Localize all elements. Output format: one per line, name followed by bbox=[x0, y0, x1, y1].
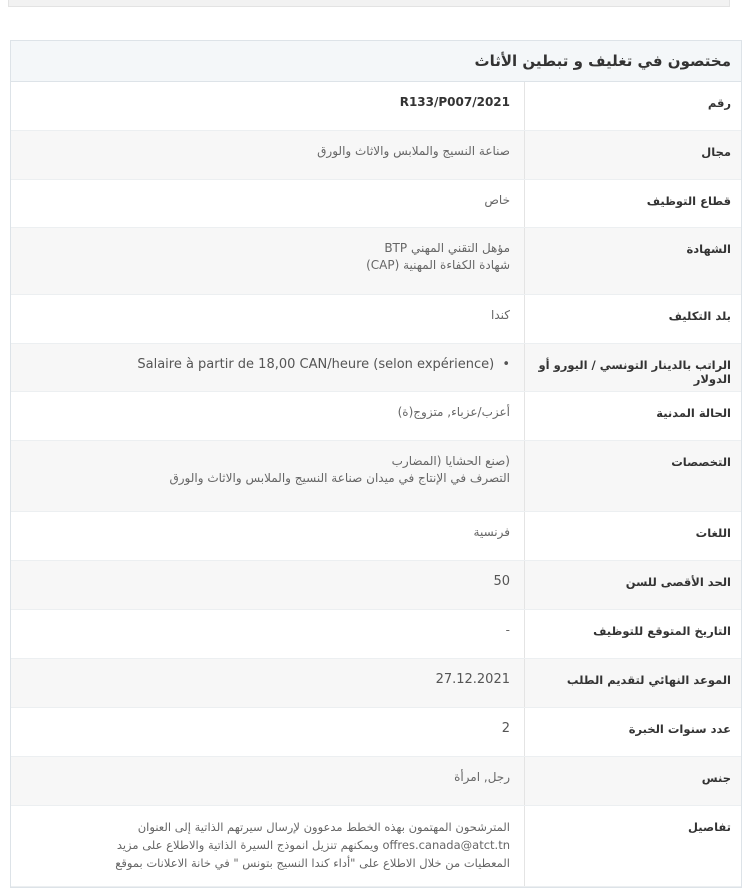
specialty-line-2: التصرف في الإنتاج في ميدان صناعة النسيج والملابس والاثاث والورق bbox=[169, 471, 510, 485]
row-sector bbox=[11, 180, 741, 228]
row-country bbox=[11, 295, 741, 344]
row-field bbox=[11, 131, 741, 180]
row-languages bbox=[11, 512, 741, 561]
degree-line-2: شهادة الكفاءة المهنية (CAP) bbox=[366, 258, 510, 272]
experience-label: عدد سنوات الخبرة bbox=[524, 708, 741, 756]
job-offer-card bbox=[10, 40, 742, 888]
reference-label: رقم bbox=[524, 82, 741, 130]
max-age-value: 50 bbox=[493, 574, 510, 589]
details-line-1: المترشحون المهتمون بهذه الخطط مدعوون لإرسال سيرتهم الذاتية إلى العنوان bbox=[137, 820, 510, 834]
details-line-2: offres.canada@atct.tn ويمكنهم تنزيل انموذج السيرة الذاتية والاطلاع على مزيد bbox=[116, 838, 510, 852]
reference-value: R133/P007/2021 bbox=[399, 95, 510, 109]
expected-date-value: - bbox=[505, 623, 510, 637]
country-value: كندا bbox=[491, 308, 510, 322]
civil-status-label: الحالة المدنية bbox=[524, 392, 741, 440]
row-salary bbox=[11, 344, 741, 392]
specialties-value bbox=[11, 441, 524, 511]
specialties-label: التخصصات bbox=[524, 441, 741, 511]
gender-label: جنس bbox=[524, 757, 741, 805]
details-line-3: المعطيات من خلال الاطلاع على "أداء كندا النسيج بتونس " في خانة الاعلانات بموقع bbox=[115, 856, 510, 870]
row-deadline bbox=[11, 659, 741, 708]
max-age-label: الحد الأقصى للسن bbox=[524, 561, 741, 609]
details-value bbox=[11, 806, 524, 886]
row-max-age bbox=[11, 561, 741, 610]
field-label: مجال bbox=[524, 131, 741, 179]
row-reference bbox=[11, 82, 741, 131]
salary-value bbox=[11, 344, 524, 391]
experience-value: 2 bbox=[501, 721, 510, 736]
job-title: مختصون في تغليف و تبطين الأثاث bbox=[11, 41, 741, 82]
row-experience bbox=[11, 708, 741, 757]
languages-value: فرنسية bbox=[473, 525, 510, 539]
sector-value: خاص bbox=[484, 193, 510, 207]
salary-label: الراتب بالدينار التونسي / اليورو أو الدولار bbox=[524, 344, 741, 391]
expected-date-label: التاريخ المتوقع للتوظيف bbox=[524, 610, 741, 658]
deadline-label: الموعد النهائي لتقديم الطلب bbox=[524, 659, 741, 707]
row-gender bbox=[11, 757, 741, 806]
specialty-line-1: (صنع الحشايا (المضارب bbox=[391, 454, 510, 468]
row-details bbox=[11, 806, 741, 887]
previous-panel-edge bbox=[8, 0, 730, 7]
salary-text: Salaire à partir de 18,00 CAN/heure (selon expérience) bbox=[137, 357, 495, 372]
languages-label: اللغات bbox=[524, 512, 741, 560]
row-degree bbox=[11, 228, 741, 295]
degree-value bbox=[11, 228, 524, 294]
sector-label: قطاع التوظيف bbox=[524, 180, 741, 227]
field-value: صناعة النسيج والملابس والاثاث والورق bbox=[317, 144, 510, 158]
row-specialties bbox=[11, 441, 741, 512]
gender-value: رجل, امرأة bbox=[454, 770, 510, 784]
degree-line-1: مؤهل التقني المهني BTP bbox=[384, 241, 510, 255]
country-label: بلد التكليف bbox=[524, 295, 741, 343]
details-label: تفاصيل bbox=[524, 806, 741, 886]
bullet-icon: • bbox=[502, 357, 510, 372]
row-expected-date bbox=[11, 610, 741, 659]
degree-label: الشهادة bbox=[524, 228, 741, 294]
civil-status-value: أعزب/عزباء, متزوج(ة) bbox=[397, 405, 510, 419]
row-civil-status bbox=[11, 392, 741, 441]
deadline-value: 27.12.2021 bbox=[435, 672, 510, 687]
